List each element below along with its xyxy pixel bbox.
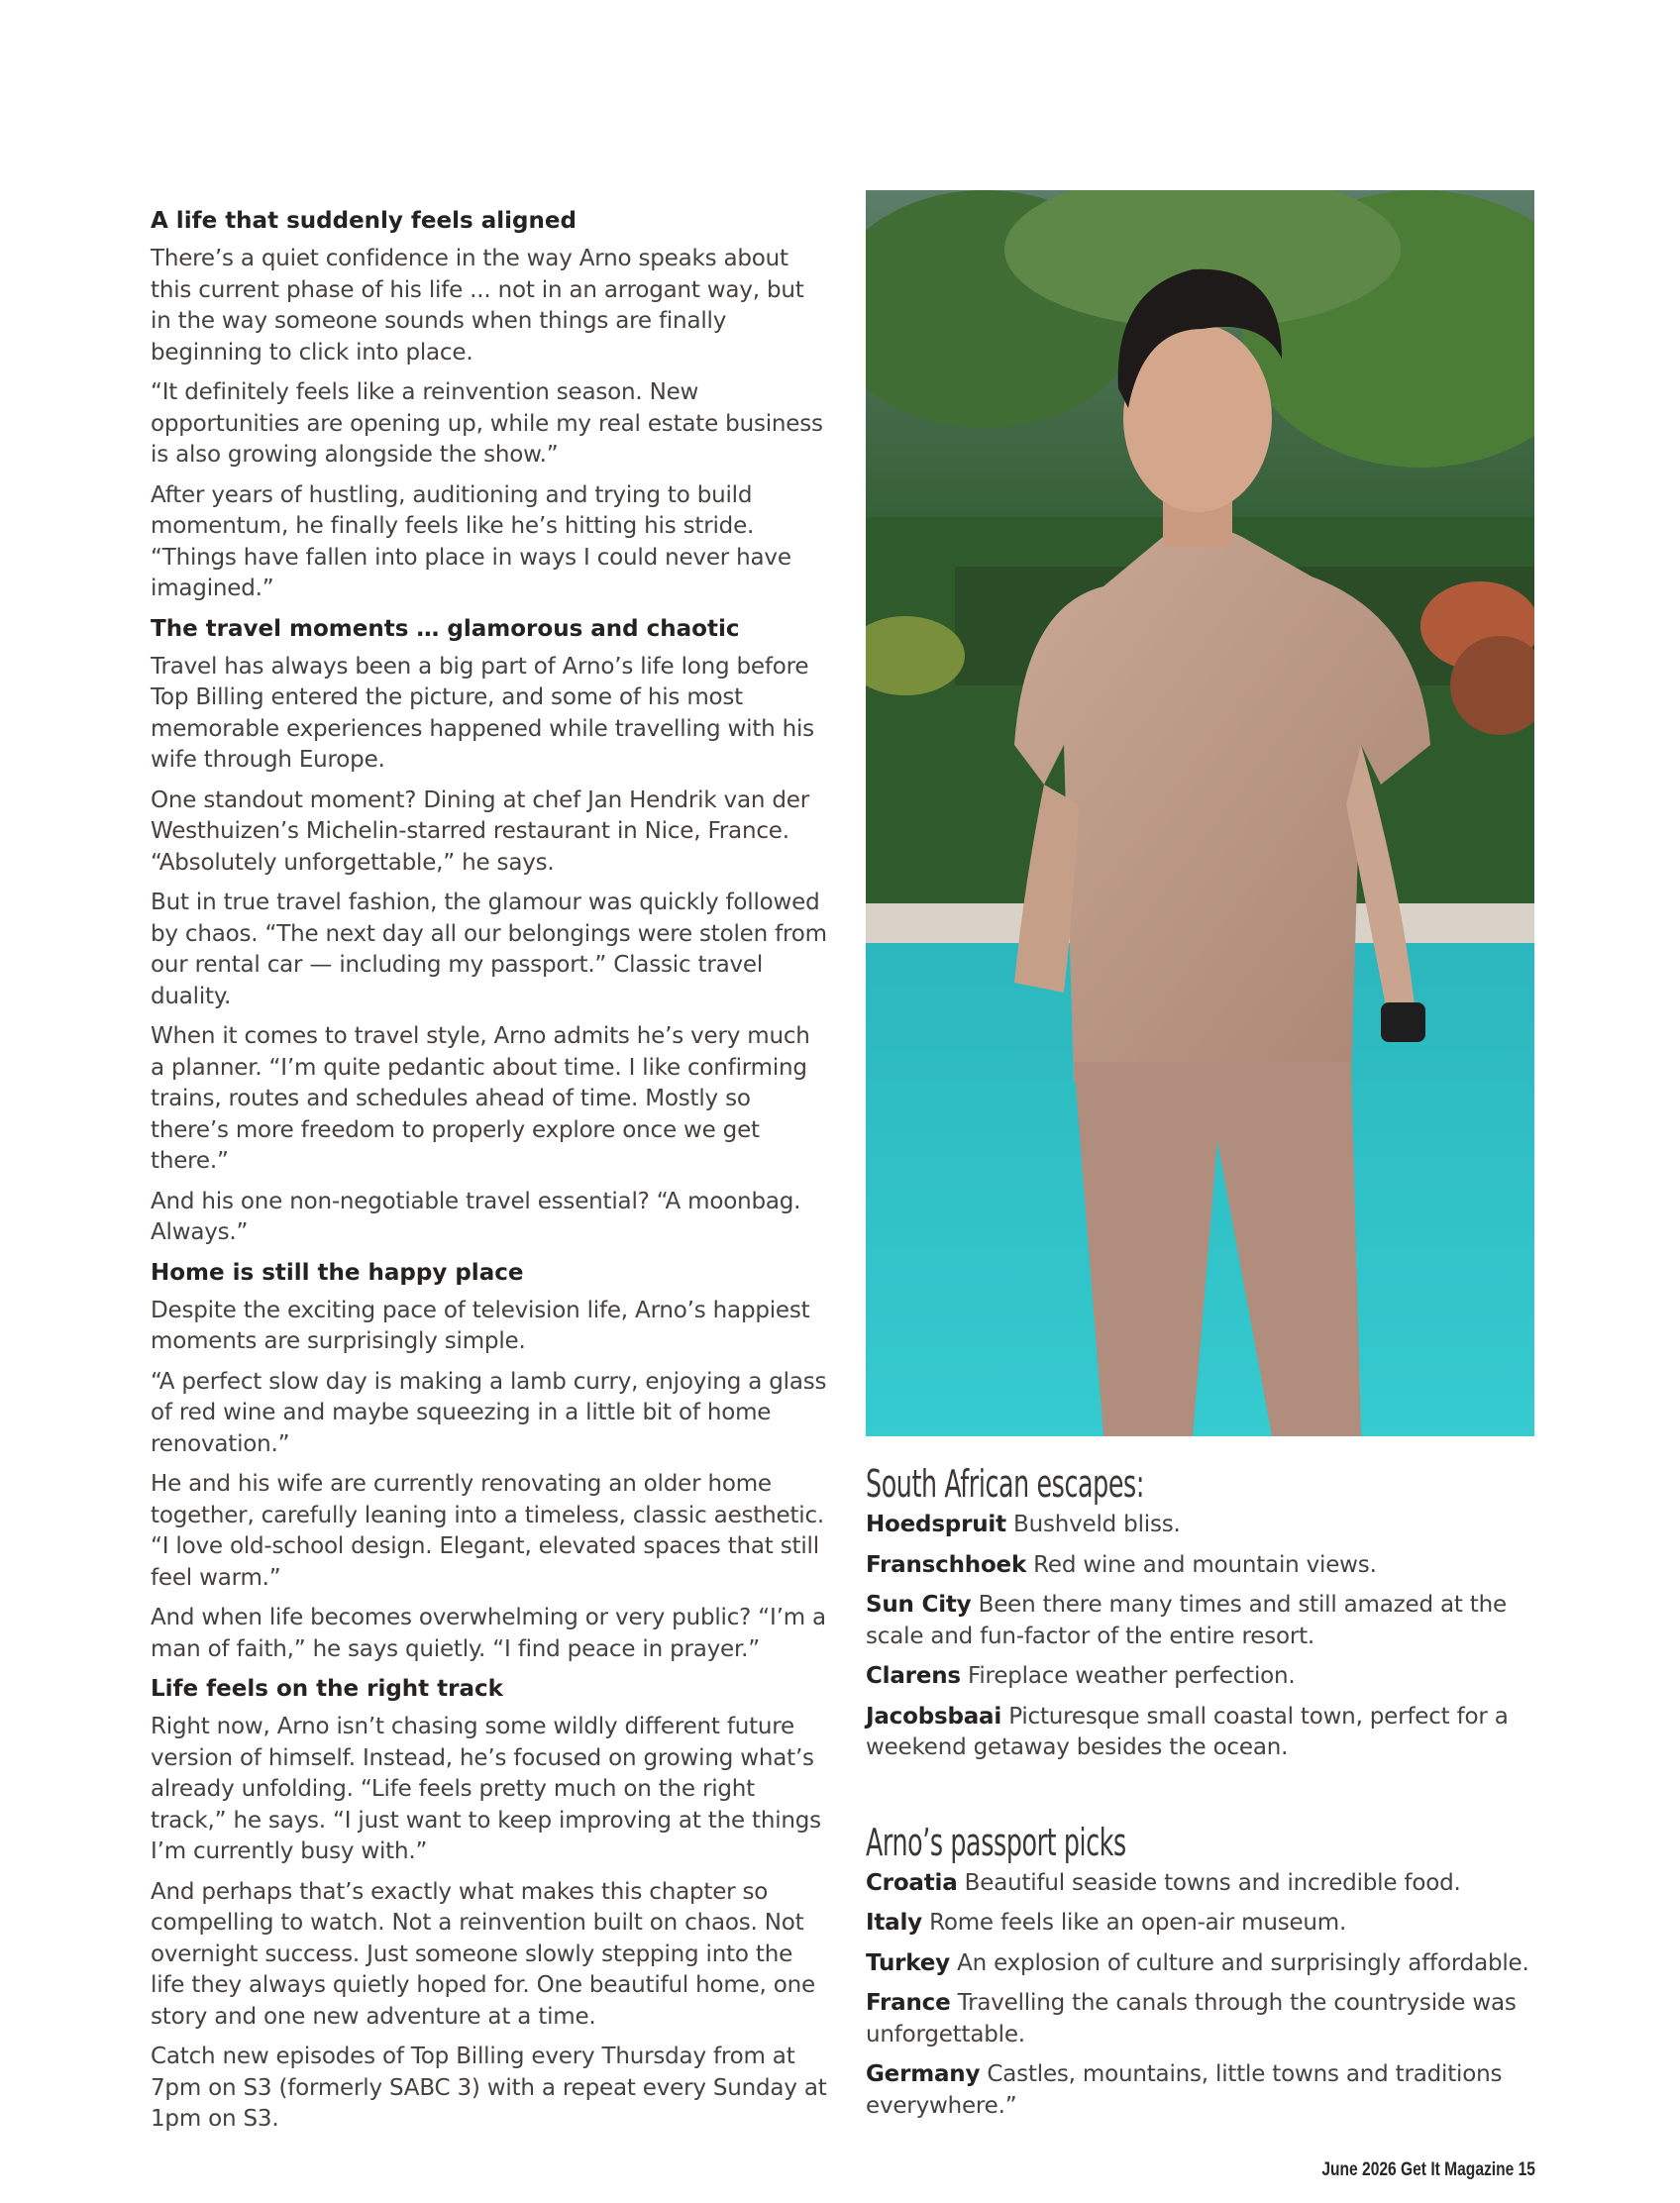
escape-item (866, 1550, 1534, 1582)
escape-name: Sun City (866, 1592, 972, 1618)
paragraph: Right now, Arno isn’t chasing some wildly different future version of himself. Instead, he’s focused on growing what’s already unfolding. “Life feels pretty much on the right track,” he says. “I just want to keep improving at the things I’m currently busy with.” (151, 1714, 821, 1864)
passport-desc: Beautiful seaside towns and incredible food. (964, 1869, 1461, 1896)
escape-desc: Bushveld bliss. (1013, 1512, 1181, 1537)
escape-item (866, 1590, 1534, 1652)
paragraph: Catch new episodes of Top Billing every Thursday from at 7pm on S3 (formerly SABC 3) with a repeat every Sunday at 1pm on S3. (151, 2044, 827, 2132)
passport-desc: Travelling the canals through the countryside was unforgettable. (866, 1990, 1517, 2047)
escape-name: Franschhoek (866, 1551, 1027, 1578)
paragraph: And perhaps that’s exactly what makes this chapter so compelling to watch. Not a reinvention built on chaos. Not overnight success. Just someone slowly stepping into the life they always quietly hoped for. One beautiful home, one story and one new adventure at a time. (151, 1878, 815, 2030)
section-heading: A life that suddenly feels aligned (151, 208, 577, 234)
escape-desc: Been there many times and still amazed at the scale and fun-factor of the entire resort. (866, 1592, 1507, 1649)
footer-magazine: Get It Magazine (1401, 2159, 1515, 2180)
paragraph: Travel has always been a big part of Arno’s life long before Top Billing entered the picture, and some of his most memorable experiences happened while travelling with his wife through Europe. (151, 653, 814, 773)
sidebar (866, 190, 1534, 2131)
section-heading: Life feels on the right track (151, 1676, 503, 1702)
passport-item (866, 1868, 1534, 1900)
passport-item (866, 1988, 1534, 2050)
escape-desc: Picturesque small coastal town, perfect for a weekend getaway besides the ocean. (866, 1703, 1509, 1760)
escape-desc: Red wine and mountain views. (1033, 1551, 1377, 1578)
section-heading: The travel moments … glamorous and chaotic (151, 615, 740, 642)
passport-country: France (866, 1990, 951, 2016)
escape-name: Clarens (866, 1663, 961, 1689)
paragraph: And his one non-negotiable travel essential? “A moonbag. Always.” (151, 1188, 801, 1245)
section-heading: Home is still the happy place (151, 1259, 524, 1286)
spacer (866, 1773, 1534, 1795)
passport-country: Croatia (866, 1869, 958, 1896)
escape-item (866, 1661, 1534, 1693)
escape-name: Hoedspruit (866, 1512, 1006, 1537)
page-footer (1321, 2159, 1535, 2181)
passport-desc: An explosion of culture and surprisingly affordable. (957, 1949, 1529, 1976)
paragraph: After years of hustling, auditioning and trying to build momentum, he finally feels like he’s hitting his stride. “Things have fallen into place in ways I could never have imagined.” (151, 481, 791, 601)
portrait-photo (866, 190, 1534, 1436)
escape-item (866, 1702, 1534, 1764)
footer-page-number: 15 (1514, 2159, 1535, 2180)
passport-item (866, 1948, 1534, 1980)
paragraph: And when life becomes overwhelming or very public? “I’m a man of faith,” he says quietly. “I find peace in prayer.” (151, 1605, 826, 1662)
paragraph: There’s a quiet confidence in the way Arno speaks about this current phase of his life ... not in an arrogant way, but in the way someone sounds when things are finally beginning to click into place. (151, 246, 804, 366)
escape-name: Jacobsbaai (866, 1703, 1002, 1730)
paragraph: He and his wife are currently renovating an older home together, carefully leaning into a timeless, classic aesthetic. “I love old-school design. Elegant, elevated spaces that still feel warm.” (151, 1471, 825, 1591)
paragraph: Despite the exciting pace of television life, Arno’s happiest moments are surprisingly simple. (151, 1297, 810, 1354)
paragraph: “It definitely feels like a reinvention season. New opportunities are opening up, while my real estate business is also growing alongside the show.” (151, 379, 823, 468)
escape-item (866, 1510, 1534, 1541)
passport-country: Italy (866, 1910, 922, 1936)
portrait-illustration (866, 190, 1534, 1436)
passport-country: Turkey (866, 1949, 950, 1976)
passport-item (866, 2059, 1534, 2122)
paragraph: One standout moment? Dining at chef Jan Hendrik van der Westhuizen’s Michelin-starred restaurant in Nice, France. “Absolutely unforgettable,” he says. (151, 787, 809, 876)
passport-country: Germany (866, 2061, 981, 2087)
escape-desc: Fireplace weather perfection. (968, 1663, 1296, 1689)
paragraph: “A perfect slow day is making a lamb curry, enjoying a glass of red wine and maybe squeezing in a little bit of home renovation.” (151, 1368, 827, 1457)
article-body (151, 206, 830, 2145)
passport-desc: Rome feels like an open-air museum. (929, 1910, 1347, 1936)
passport-desc: Castles, mountains, little towns and traditions everywhere.” (866, 2061, 1503, 2119)
escapes-title: South African escapes: (866, 1462, 1145, 1506)
paragraph: But in true travel fashion, the glamour was quickly followed by chaos. “The next day all our belongings were stolen from our rental car — including my passport.” Classic travel duality. (151, 890, 827, 1009)
passport-item (866, 1908, 1534, 1940)
paragraph: When it comes to travel style, Arno admits he’s very much a planner. “I’m quite pedantic about time. I like confirming trains, routes and schedules ahead of time. Mostly so there’s more freedom to properly explore once we get there.” (151, 1023, 810, 1174)
passport-title: Arno’s passport picks (866, 1820, 1126, 1864)
footer-issue: June 2026 (1321, 2159, 1402, 2180)
